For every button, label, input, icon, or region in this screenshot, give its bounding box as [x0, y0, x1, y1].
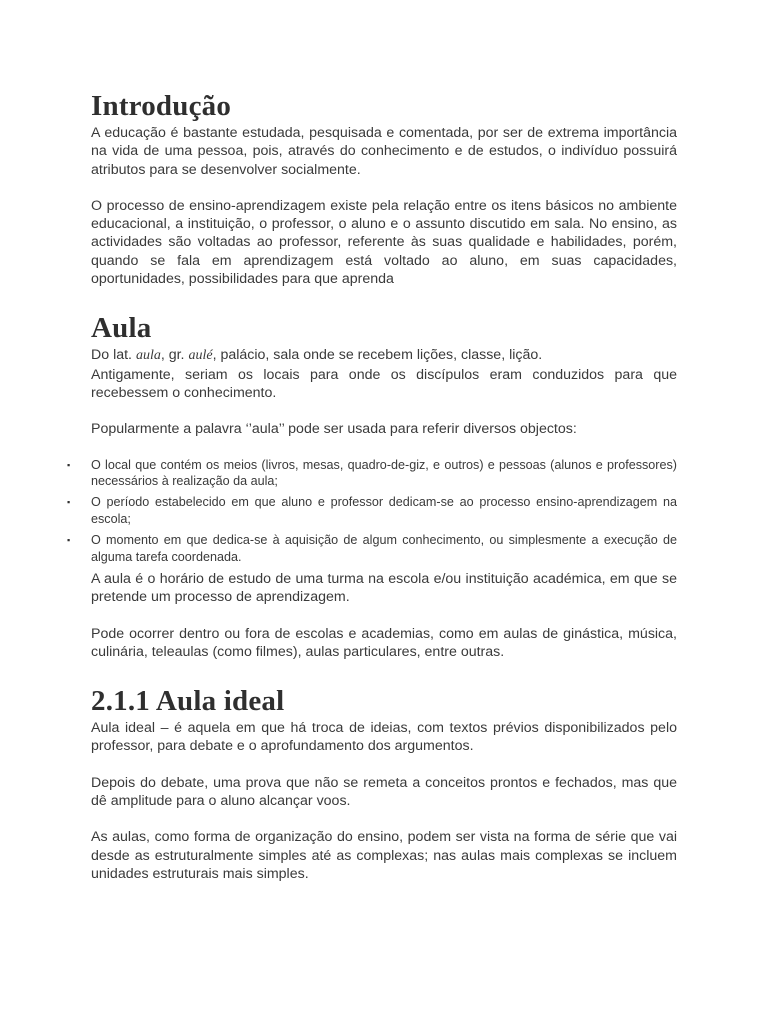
square-bullet-icon: ▪ [67, 535, 71, 546]
aula-ideal-paragraph-2: Depois do debate, uma prova que não se remeta a conceitos prontos e fechados, mas que dê amplitude para o aluno alcançar voos. [91, 774, 677, 810]
aula-heading: Aula [91, 312, 152, 345]
latin-term: aula [135, 348, 161, 364]
aula-ideal-paragraph-3: As aulas, como forma de organização do ensino, podem ser vista na forma de série que vai desde as estruturalmente simples até as complexas; nas aulas mais complexas se incluem unidades estruturais mais simples. [91, 829, 677, 882]
definition-mid: , gr. [160, 347, 189, 364]
list-item [67, 532, 677, 565]
list-item-text: O período estabelecido em que aluno e professor dedicam-se ao processo ensino-aprendizagem na escola; [91, 495, 677, 526]
intro-paragraph-1: A educação é bastante estudada, pesquisada e comentada, por ser de extrema importância na vida de uma pessoa, pois, através do conhecimento e de estudos, o indivíduo possuirá atributos para se desenvolver socialmente. [91, 125, 677, 178]
aula-horario-paragraph: A aula é o horário de estudo de uma turma na escola e/ou instituição académica, em que se pretende um processo de aprendizagem. [91, 571, 677, 606]
document-page [67, 88, 677, 883]
aula-ocorrer-paragraph: Pode ocorrer dentro ou fora de escolas e academias, como em aulas de ginástica, música, culinária, teleaulas (como filmes), aulas particulares, entre outras. [91, 625, 677, 660]
list-item-text: O local que contém os meios (livros, mesas, quadro-de-giz, e outros) e pessoas (alunos e professores) necessários à realização da aula; [91, 457, 677, 488]
aula-popular-paragraph: Popularmente a palavra ‘’aula’’ pode ser usada para referir diversos objectos: [91, 421, 577, 438]
definition-suffix: , palácio, sala onde se recebem lições, classe, lição. [212, 347, 543, 364]
aula-ideal-paragraph-1: Aula ideal – é aquela em que há troca de ideias, com textos prévios disponibilizados pelo professor, para debate e o aprofundamento dos argumentos. [91, 720, 677, 755]
list-item [67, 457, 677, 490]
list-item-text: O momento em que dedica-se à aquisição de algum conhecimento, ou simplesmente a execução de alguma tarefa coordenada. [91, 533, 677, 564]
square-bullet-icon: ▪ [67, 459, 71, 470]
aula-antigamente-paragraph: Antigamente, seriam os locais para onde os discípulos eram conduzidos para que recebessem o conhecimento. [91, 366, 677, 401]
definition-prefix: Do lat. [91, 347, 136, 364]
greek-term: aulé [188, 348, 213, 364]
aula-ideal-heading: 2.1.1 Aula ideal [91, 685, 285, 718]
list-item [67, 494, 677, 527]
aula-definition [91, 346, 677, 365]
aula-bullet-list [67, 457, 677, 565]
intro-heading: Introdução [91, 90, 232, 122]
square-bullet-icon: ▪ [67, 497, 71, 508]
intro-paragraph-2: O processo de ensino-aprendizagem existe pela relação entre os itens básicos no ambiente educacional, a instituição, o professor, o aluno e o assunto discutido em sala. No ensino, as actividades são voltadas ao professor, referente às suas qualidade e habilidades, porém, quando se fala em aprendizagem está voltado ao aluno, em suas capacidades, oportunidades, possibilidades para que aprenda [91, 197, 677, 288]
